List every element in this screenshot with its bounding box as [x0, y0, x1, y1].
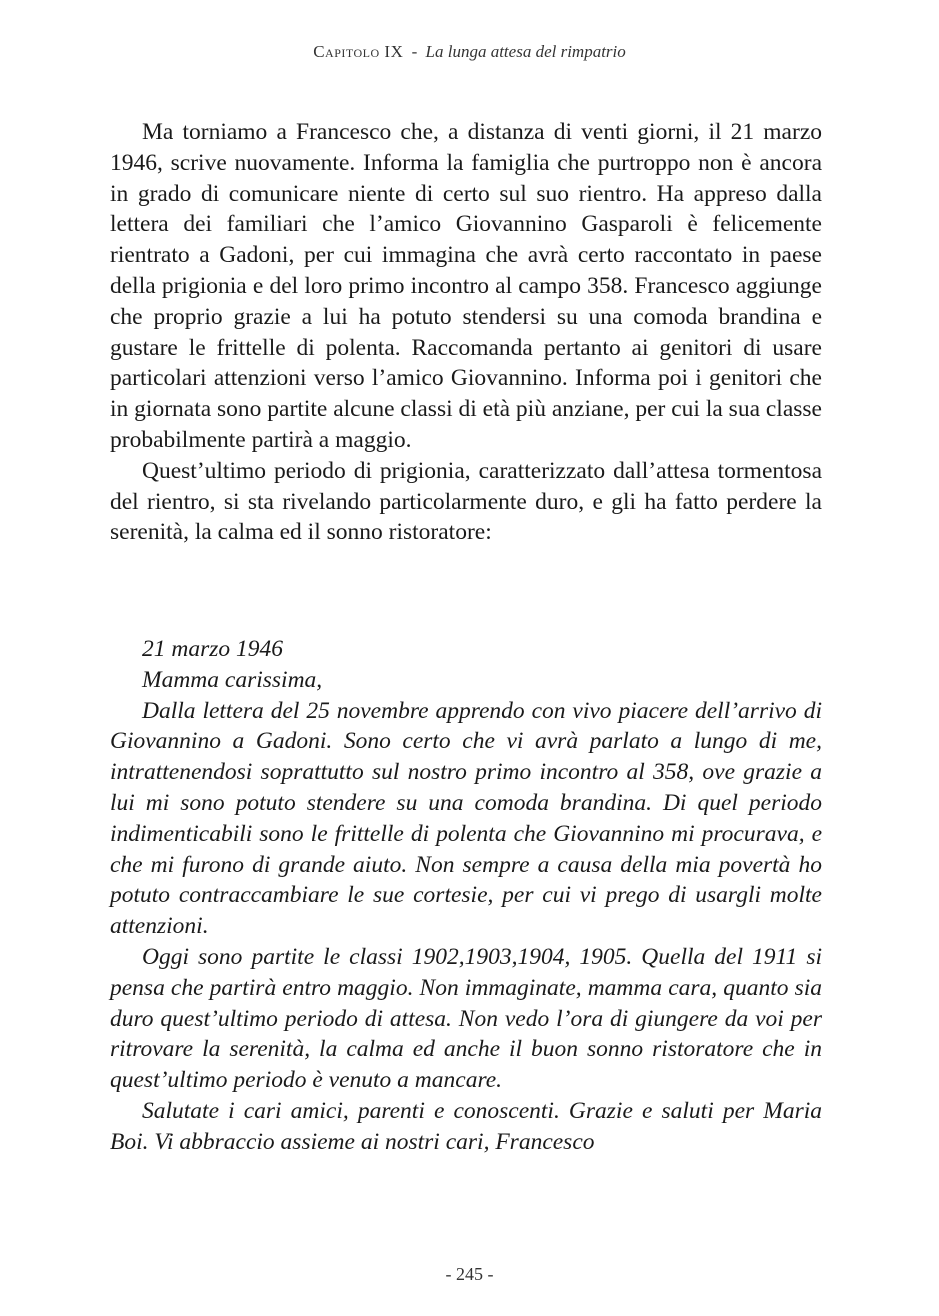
quoted-letter — [110, 634, 822, 1158]
running-head-separator: - — [411, 42, 418, 61]
narrative-text — [110, 117, 822, 548]
letter-paragraph: Dalla lettera del 25 novembre apprendo con vivo piacere dell’arrivo di Giovannino a Gadoni. Sono certo che vi avrà parlato a lungo di me, intrattenendosi soprattutto sul nostro primo incontro al 358, ove grazie a lui mi sono potuto stendere su una comoda brandina. Di quel periodo indimenticabili sono le frittelle di polenta che Giovannino mi procurava, e che mi furono di grande aiuto. Non sempre a causa della mia povertà ho potuto contraccambiare le sue cortesie, per cui vi prego di usargli molte attenzioni. — [110, 697, 822, 940]
page-number: - 245 - — [445, 1264, 494, 1284]
letter-date: 21 marzo 1946 — [142, 636, 284, 662]
chapter-number: Capitolo IX — [313, 42, 404, 61]
letter-salutation: Mamma carissima, — [142, 666, 323, 693]
chapter-title: La lunga attesa del rimpatrio — [425, 42, 626, 61]
running-head — [0, 40, 939, 64]
letter-paragraph: Salutate i cari amici, parenti e conoscenti. Grazie e saluti per Maria Boi. Vi abbraccio assieme ai nostri cari, Francesco — [110, 1097, 822, 1155]
narrative-paragraph: Quest’ultimo periodo di prigionia, caratterizzato dall’attesa tormentosa del rientro, si sta rivelando particolarmente duro, e gli ha fatto perdere la serenità, la calma ed il sonno ristoratore: — [110, 457, 822, 546]
letter-paragraph: Oggi sono partite le classi 1902,1903,1904, 1905. Quella del 1911 si pensa che partirà entro maggio. Non immaginate, mamma cara, quanto sia duro quest’ultimo periodo di attesa. Non vedo l’ora di giungere da voi per ritrovare la serenità, la calma ed anche il buon sonno ristoratore che in quest’ultimo periodo è venuto a mancare. — [110, 943, 822, 1094]
narrative-paragraph: Ma torniamo a Francesco che, a distanza di venti giorni, il 21 marzo 1946, scrive nuovamente. Informa la famiglia che purtroppo non è ancora in grado di comunicare niente di certo sul suo rientro. Ha appreso dalla lettera dei familiari che l’amico Giovannino Gasparoli è felicemente rientrato a Gadoni, per cui immagina che avrà certo raccontato in paese della prigionia e del loro primo incontro al campo 358. Francesco aggiunge che proprio grazie a lui ha potuto stendersi su una comoda brandina e gustare le frittelle di polenta. Raccomanda pertanto ai genitori di usare particolari attenzioni verso l’amico Giovannino. Informa poi i genitori che in giornata sono partite alcune classi di età più anziane, per cui la sua classe probabilmente partirà a maggio. — [110, 119, 822, 453]
